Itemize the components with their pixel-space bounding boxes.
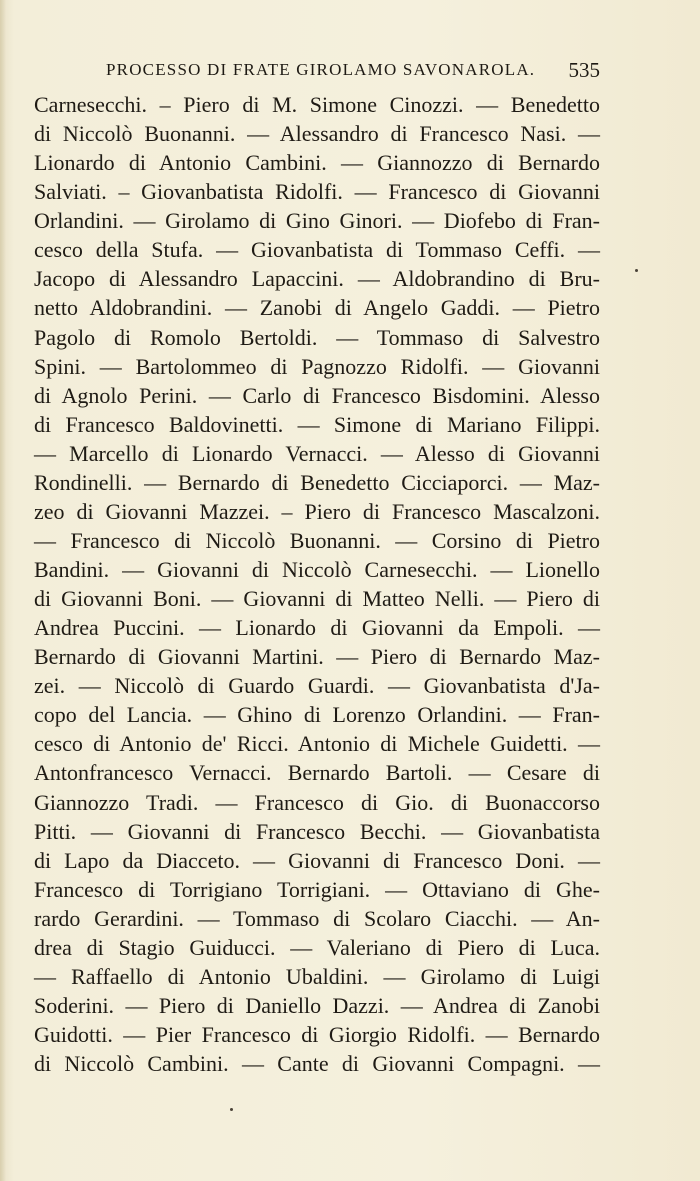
text-line: — Francesco di Niccolò Buonanni. — Corsino di Pietro [34,527,600,553]
text-line: Pagolo di Romolo Bertoldi. — Tommaso di Salvestro [34,324,600,350]
text-line: drea di Stagio Guiducci. — Valeriano di Piero di Luca. [34,934,600,960]
text-line: — Raffaello di Antonio Ubaldini. — Girolamo di Luigi [34,963,600,989]
text-line: rardo Gerardini. — Tommaso di Scolaro Ciacchi. — An- [34,905,600,931]
text-line: netto Aldobrandini. — Zanobi di Angelo Gaddi. — Pietro [34,295,600,321]
running-title: PROCESSO DI FRATE GIROLAMO SAVONAROLA. [106,60,536,79]
page-number: 535 [568,58,600,82]
text-line: di Francesco Baldovinetti. — Simone di Mariano Filippi. [34,411,600,437]
text-line: Giannozzo Tradi. — Francesco di Gio. di Buonaccorso [34,789,600,815]
page-header [34,58,600,86]
text-line: zei. — Niccolò di Guardo Guardi. — Giovanbatista d'Ja- [34,673,600,699]
text-line: cesco della Stufa. — Giovanbatista di Tommaso Ceffi. — [34,237,600,263]
body-text [34,90,600,1078]
text-line: di Agnolo Perini. — Carlo di Francesco Bisdomini. Alesso [34,382,600,408]
text-line: Rondinelli. — Bernardo di Benedetto Cicciaporci. — Maz- [34,469,600,495]
paper-speck [230,1108,233,1111]
text-line: copo del Lancia. — Ghino di Lorenzo Orlandini. — Fran- [34,702,600,728]
text-line: Orlandini. — Girolamo di Gino Ginori. — Diofebo di Fran- [34,208,600,234]
text-line: Lionardo di Antonio Cambini. — Giannozzo di Bernardo [34,150,600,176]
text-line: Guidotti. — Pier Francesco di Giorgio Ridolfi. — Bernardo [34,1022,600,1047]
text-line: Pitti. — Giovanni di Francesco Becchi. — Giovanbatista [34,818,600,844]
text-line: — Marcello di Lionardo Vernacci. — Alesso di Giovanni [34,440,600,466]
text-line: di Niccolò Buonanni. — Alessandro di Francesco Nasi. — [34,121,600,147]
text-line: Francesco di Torrigiano Torrigiani. — Ottaviano di Ghe- [34,876,600,902]
text-line: Spini. — Bartolommeo di Pagnozzo Ridolfi. — Giovanni [34,353,600,379]
text-line: Jacopo di Alessandro Lapaccini. — Aldobrandino di Bru- [34,266,600,292]
text-line: Carnesecchi. – Piero di M. Simone Cinozzi. — Benedetto [34,92,600,117]
text-line: Andrea Puccini. — Lionardo di Giovanni da Empoli. — [34,615,600,641]
text-line: zeo di Giovanni Mazzei. – Piero di Francesco Mascalzoni. [34,498,600,524]
paper-speck [635,269,638,272]
text-line: Bernardo di Giovanni Martini. — Piero di Bernardo Maz- [34,644,600,670]
page-gutter-shadow [0,0,6,1181]
text-line: di Giovanni Boni. — Giovanni di Matteo Nelli. — Piero di [34,586,600,612]
text-line: Salviati. – Giovanbatista Ridolfi. — Francesco di Giovanni [34,179,600,205]
text-line: Bandini. — Giovanni di Niccolò Carnesecchi. — Lionello [34,557,600,582]
text-line: Antonfrancesco Vernacci. Bernardo Bartoli. — Cesare di [34,760,600,786]
text-line: cesco di Antonio de' Ricci. Antonio di Michele Guidetti. — [34,731,600,757]
text-line: Soderini. — Piero di Daniello Dazzi. — Andrea di Zanobi [34,992,600,1018]
text-line: di Niccolò Cambini. — Cante di Giovanni Compagni. — [34,1051,600,1077]
text-line: di Lapo da Diacceto. — Giovanni di Francesco Doni. — [34,847,600,873]
